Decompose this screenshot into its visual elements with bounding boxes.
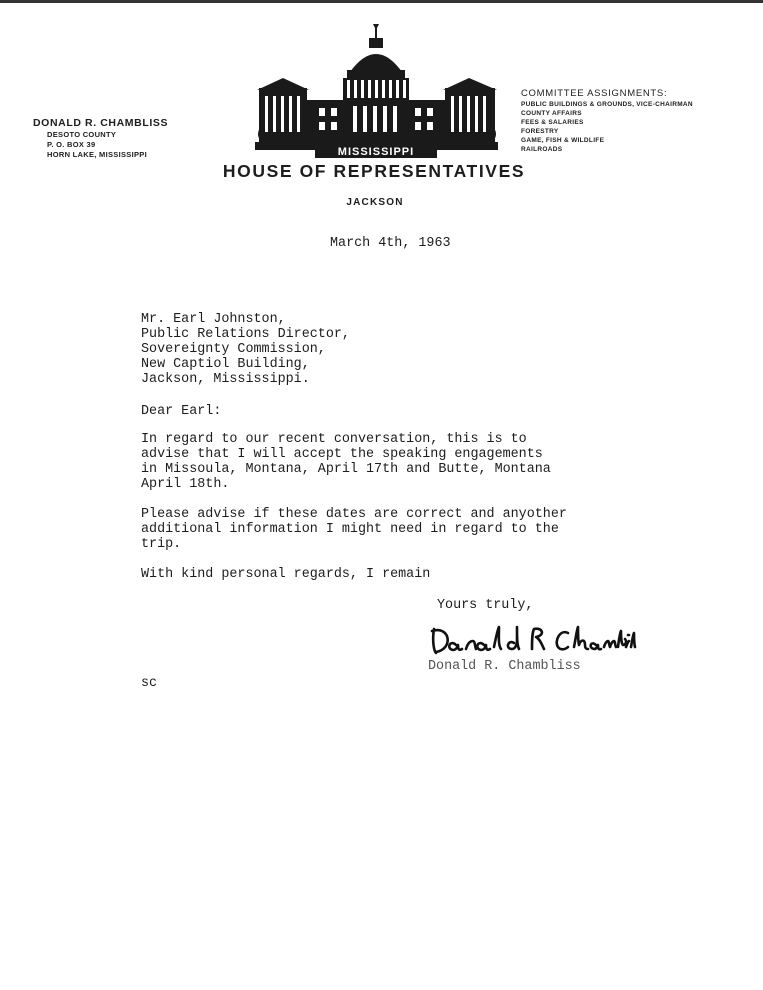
recipient-address xyxy=(141,312,350,387)
city-title: JACKSON xyxy=(346,197,404,208)
body-paragraph-2 xyxy=(141,507,567,552)
address-line: New Captiol Building, xyxy=(141,357,310,372)
closing-line: With kind personal regards, I remain xyxy=(141,567,431,582)
state-banner-text: MISSISSIPPI xyxy=(337,146,415,158)
body-paragraph-1 xyxy=(141,432,551,492)
committee-item: RAILROADS xyxy=(521,146,563,153)
committee-block xyxy=(521,88,693,154)
handwritten-signature xyxy=(428,619,638,659)
page-top-edge xyxy=(0,0,763,3)
address-line: Jackson, Mississippi. xyxy=(141,372,310,387)
paragraph-line: advise that I will accept the speaking engagements xyxy=(141,447,543,462)
sender-box: P. O. BOX 39 xyxy=(47,140,96,149)
sender-block xyxy=(33,117,168,160)
paragraph-line: trip. xyxy=(141,537,182,552)
sender-name: DONALD R. CHAMBLISS xyxy=(33,117,169,129)
committee-heading: COMMITTEE ASSIGNMENTS: xyxy=(521,88,668,99)
address-line: Sovereignty Commission, xyxy=(141,342,326,357)
committee-item: FEES & SALARIES xyxy=(521,119,584,126)
committee-item: FORESTRY xyxy=(521,128,559,135)
committee-item: PUBLIC BUILDINGS & GROUNDS, VICE-CHAIRMAN xyxy=(521,101,693,108)
address-line: Mr. Earl Johnston, xyxy=(141,312,286,327)
paragraph-line: additional information I might need in regard to the xyxy=(141,522,559,537)
capitol-building-emblem xyxy=(255,22,498,162)
address-line: Public Relations Director, xyxy=(141,327,350,342)
typist-initials: sc xyxy=(141,676,158,691)
paragraph-line: In regard to our recent conversation, this is to xyxy=(141,432,527,447)
printed-signature-name: Donald R. Chambliss xyxy=(428,659,581,674)
committee-item: GAME, FISH & WILDLIFE xyxy=(521,137,605,144)
house-title: HOUSE OF REPRESENTATIVES xyxy=(222,161,526,181)
paragraph-line: April 18th. xyxy=(141,477,230,492)
sender-county: DESOTO COUNTY xyxy=(47,130,117,139)
paragraph-line: in Missoula, Montana, April 17th and Butte, Montana xyxy=(141,462,551,477)
paragraph-line: Please advise if these dates are correct and anyother xyxy=(141,507,567,522)
sender-town: HORN LAKE, MISSISSIPPI xyxy=(47,150,147,159)
letter-date: March 4th, 1963 xyxy=(330,236,451,251)
committee-item: COUNTY AFFAIRS xyxy=(521,110,582,117)
salutation: Dear Earl: xyxy=(141,404,222,419)
valediction: Yours truly, xyxy=(437,598,534,613)
